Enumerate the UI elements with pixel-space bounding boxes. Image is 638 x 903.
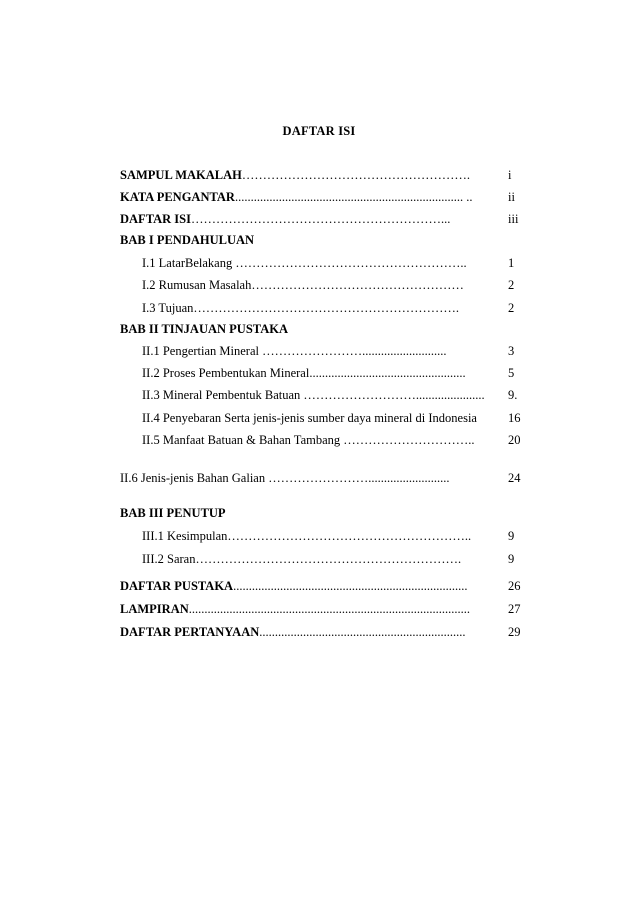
toc-label: DAFTAR PERTANYAAN	[120, 625, 260, 639]
toc-page: i	[508, 168, 512, 182]
toc-leader: ………………………………………………..	[232, 256, 467, 270]
toc-entry-2-2	[120, 364, 520, 382]
toc-page: 9	[508, 552, 515, 566]
toc-entry-daftar-pustaka	[120, 577, 520, 595]
toc-entry-kata-pengantar	[120, 188, 520, 206]
toc-entry-1-2	[120, 276, 520, 294]
toc-page: 3	[508, 344, 515, 358]
toc-entry-lampiran	[120, 600, 520, 618]
toc-label: I.1 LatarBelakang	[142, 256, 233, 270]
toc-label: BAB III PENUTUP	[120, 506, 226, 520]
toc-label: BAB II TINJAUAN PUSTAKA	[120, 322, 288, 336]
toc-page: 9.	[508, 388, 518, 402]
toc-label: III.2 Saran	[142, 552, 196, 566]
toc-leader: ……………………...........................	[258, 344, 447, 358]
toc-label: BAB I PENDAHULUAN	[120, 233, 255, 247]
toc-label: II.5 Manfaat Batuan & Bahan Tambang	[142, 433, 341, 447]
toc-leader: ..........................................................................................	[188, 602, 470, 616]
toc-entry-2-4	[120, 409, 520, 427]
toc-leader: ……………………………………………	[251, 278, 464, 292]
toc-label: DAFTAR ISI	[120, 212, 191, 226]
toc-page: ii	[508, 190, 515, 204]
toc-label: I.3 Tujuan	[142, 301, 194, 315]
toc-entry-3-2	[120, 550, 520, 568]
toc-label: II.4 Penyebaran Serta jenis-jenis sumber daya mineral di Indonesia	[142, 411, 477, 425]
toc-entry-sampul	[120, 166, 520, 184]
toc-label: III.1 Kesimpulan	[142, 529, 228, 543]
toc-page: 27	[508, 602, 521, 616]
toc-page: 2	[508, 301, 515, 315]
toc-label: SAMPUL MAKALAH	[120, 168, 242, 182]
toc-label: I.2 Rumusan Masalah	[142, 278, 252, 292]
toc-label: KATA PENGANTAR	[120, 190, 235, 204]
toc-leader: ......................................................................... ..	[234, 190, 473, 204]
toc-leader: ……………………………………………….	[241, 168, 470, 182]
toc-leader: …………………………..	[340, 433, 475, 447]
toc-entry-daftar-pertanyaan	[120, 623, 520, 641]
toc-entry-2-6	[120, 469, 520, 487]
toc-label: II.1 Pengertian Mineral	[142, 344, 259, 358]
toc-leader: ……………………………………………………….	[193, 301, 460, 315]
toc-label: LAMPIRAN	[120, 602, 189, 616]
toc-entry-daftar-isi	[120, 210, 520, 228]
toc-leader: ……………………..........................	[265, 471, 450, 485]
toc-entry-1-1	[120, 254, 520, 272]
toc-leader: ……………………………………………………...	[190, 212, 451, 226]
toc-page: 20	[508, 433, 521, 447]
toc-label: DAFTAR PUSTAKA	[120, 579, 234, 593]
toc-entry-2-3	[120, 386, 520, 404]
toc-page: 1	[508, 256, 515, 270]
toc-leader: ..................................................	[309, 366, 466, 380]
toc-page: iii	[508, 212, 519, 226]
toc-heading-bab-2	[120, 320, 520, 338]
toc-leader: ……………………………………………………….	[195, 552, 462, 566]
toc-page: 29	[508, 625, 521, 639]
toc-entry-2-5	[120, 431, 520, 449]
toc-leader: ………………………......................	[300, 388, 485, 402]
toc-page: 2	[508, 278, 515, 292]
toc-leader: …………………………………………………..	[227, 529, 472, 543]
toc-label: II.3 Mineral Pembentuk Batuan	[142, 388, 301, 402]
toc-heading-bab-1	[120, 231, 520, 249]
toc-entry-2-1	[120, 342, 520, 360]
page-title: DAFTAR ISI	[282, 124, 356, 138]
toc-page: 5	[508, 366, 515, 380]
toc-label: II.6 Jenis-jenis Bahan Galian	[120, 471, 266, 485]
toc-entry-1-3	[120, 299, 520, 317]
toc-page: 26	[508, 579, 521, 593]
toc-heading-bab-3	[120, 504, 520, 522]
toc-entry-3-1	[120, 527, 520, 545]
toc-page: 9	[508, 529, 515, 543]
toc-leader: ..................................................................	[259, 625, 466, 639]
toc-page: 24	[508, 471, 521, 485]
toc-label: II.2 Proses Pembentukan Mineral	[142, 366, 310, 380]
toc-page: 16	[508, 411, 521, 425]
toc-leader: ...........................................................................	[233, 579, 468, 593]
